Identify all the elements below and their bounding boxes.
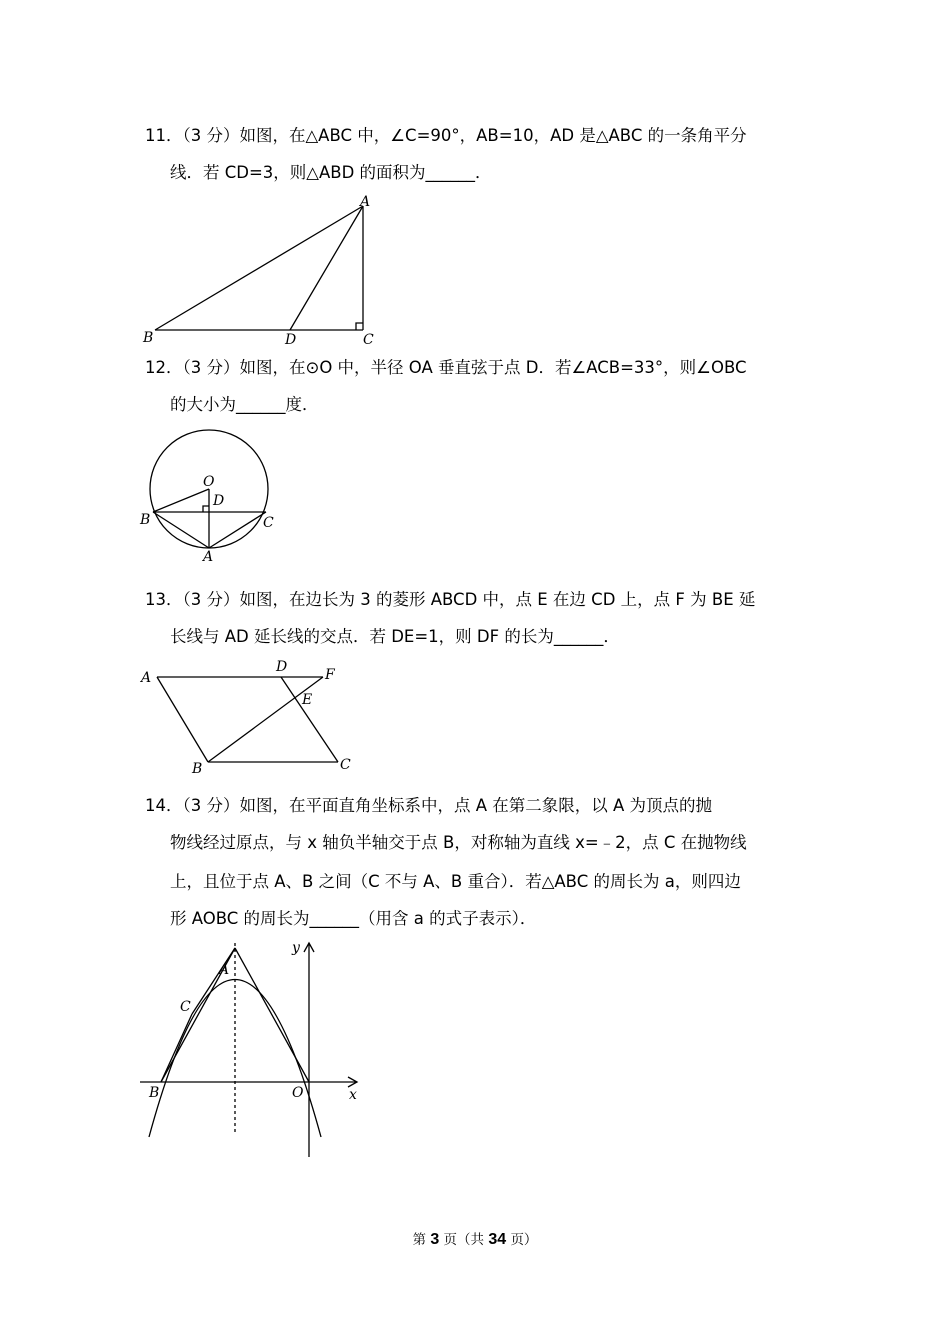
q11-line-2: 线．若 CD=3，则△ABD 的面积为______．	[170, 163, 492, 182]
q12-label-o: O	[203, 474, 215, 490]
q13-label-b: B	[192, 761, 203, 775]
q12-label-b: B	[140, 512, 151, 528]
q14-label-o: O	[292, 1085, 304, 1101]
q13-label-c: C	[340, 757, 351, 773]
q13-figure	[135, 655, 365, 775]
q12-segment-ca	[209, 512, 266, 548]
q12-segment-ba	[153, 512, 209, 548]
q13-segment-dc	[281, 677, 338, 762]
q14-label-y: y	[292, 940, 300, 956]
q11-figure	[135, 192, 385, 352]
q11-label-b: B	[143, 330, 154, 346]
q12-right-angle	[203, 506, 209, 512]
q12-figure	[135, 420, 285, 568]
q13-label-e: E	[302, 692, 313, 708]
q13-label-f: F	[325, 667, 335, 683]
q11-label-a: A	[360, 194, 371, 210]
q14-segment-bc	[161, 1014, 192, 1082]
q13-line-1: 13．（3 分）如图，在边长为 3 的菱形 ABCD 中，点 E 在边 CD 上，点 F 为 BE 延	[145, 590, 756, 609]
page-footer: 第 3 页（共 34 页）	[412, 1231, 538, 1248]
q13-label-d: D	[276, 659, 288, 675]
q14-line-2: 物线经过原点，与 x 轴负半轴交于点 B，对称轴为直线 x=﹣2，点 C 在抛物线	[170, 833, 747, 852]
q14-line-4: 形 AOBC 的周长为______（用含 a 的式子表示）．	[170, 909, 537, 928]
q11-segment-ad	[290, 206, 363, 330]
page-number: 3	[430, 1231, 440, 1248]
q11-segment-ab	[155, 206, 363, 330]
q13-line-2: 长线与 AD 延长线的交点．若 DE=1，则 DF 的长为______．	[170, 627, 620, 646]
q11-label-d: D	[285, 332, 297, 348]
q14-figure	[135, 935, 375, 1165]
q12-label-d: D	[213, 493, 225, 509]
q11-line-1: 11．（3 分）如图，在△ABC 中，∠C=90°，AB=10，AD 是△ABC 的一条角平分	[145, 126, 747, 145]
q13-label-a: A	[141, 670, 152, 686]
q14-label-b: B	[149, 1085, 160, 1101]
q14-label-a: A	[219, 962, 230, 978]
q13-segment-ab	[157, 677, 208, 762]
q11-label-c: C	[363, 332, 374, 348]
q13-segment-bf	[208, 677, 323, 762]
q12-segment-ob	[153, 489, 209, 512]
q14-label-x: x	[349, 1087, 357, 1103]
q14-label-c: C	[180, 999, 191, 1015]
q12-label-c: C	[263, 515, 274, 531]
q14-line-1: 14．（3 分）如图，在平面直角坐标系中，点 A 在第二象限，以 A 为顶点的抛	[145, 796, 713, 815]
q12-line-2: 的大小为______度．	[170, 395, 319, 414]
q12-label-a: A	[203, 549, 214, 565]
q14-segment-ao	[235, 948, 309, 1082]
q14-line-3: 上，且位于点 A、B 之间（C 不与 A、B 重合）．若△ABC 的周长为 a，则四边	[170, 872, 741, 891]
q12-line-1: 12．（3 分）如图，在⊙O 中，半径 OA 垂直弦于点 D．若∠ACB=33°，则∠OBC	[145, 358, 747, 377]
page-total: 34	[488, 1231, 507, 1248]
q11-right-angle	[356, 323, 363, 330]
